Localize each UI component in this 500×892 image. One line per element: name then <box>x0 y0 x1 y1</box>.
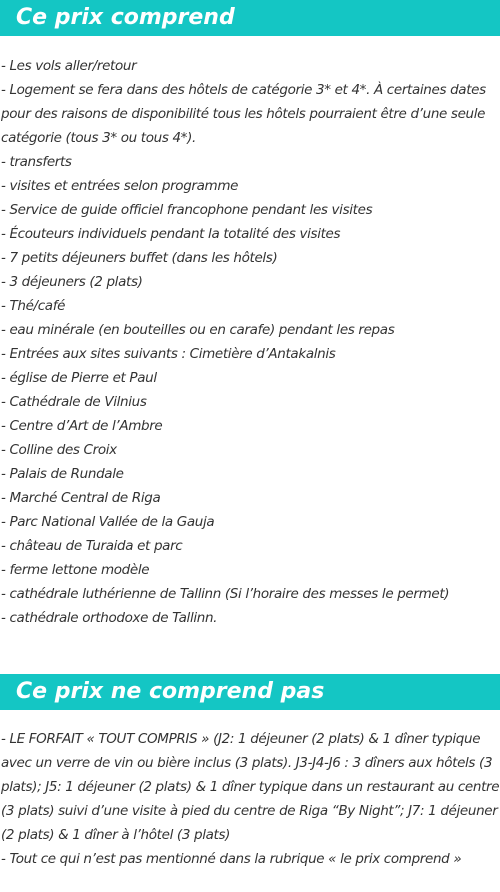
included-section-title: Ce prix comprend <box>0 0 500 36</box>
list-item: - Cathédrale de Vilnius <box>1 394 147 410</box>
included-list <box>0 54 500 630</box>
list-item: - Centre d’Art de l’Ambre <box>1 418 163 434</box>
list-item: - Entrées aux sites suivants : Cimetière d’Antakalnis <box>1 346 336 362</box>
excluded-section-title: Ce prix ne comprend pas <box>0 674 500 710</box>
excluded-list <box>0 727 500 871</box>
list-item: - cathédrale orthodoxe de Tallinn. <box>1 610 218 626</box>
list-item: - 7 petits déjeuners buffet (dans les hôtels) <box>1 250 278 266</box>
list-item: - ferme lettone modèle <box>1 562 150 578</box>
list-item: - cathédrale luthérienne de Tallinn (Si l’horaire des messes le permet) <box>1 586 450 602</box>
list-item: - Thé/café <box>1 298 66 314</box>
list-item: - Tout ce qui n’est pas mentionné dans la rubrique « le prix comprend » <box>1 851 462 867</box>
list-item: - église de Pierre et Paul <box>1 370 157 386</box>
list-item: - Parc National Vallée de la Gauja <box>1 514 215 530</box>
list-item: - 3 déjeuners (2 plats) <box>1 274 143 290</box>
list-item: - Palais de Rundale <box>1 466 124 482</box>
list-item: - Logement se fera dans des hôtels de catégorie 3* et 4*. À certaines dates pour des raisons de disponibilité tous les hôtels pourraient être d’une seule catégorie (tous 3* ou tous 4*). <box>1 82 486 146</box>
list-item: - Les vols aller/retour <box>1 58 137 74</box>
list-item: - Service de guide officiel francophone pendant les visites <box>1 202 373 218</box>
list-item: - transferts <box>1 154 72 170</box>
list-item: - Marché Central de Riga <box>1 490 161 506</box>
list-item: - château de Turaida et parc <box>1 538 183 554</box>
list-item: - visites et entrées selon programme <box>1 178 239 194</box>
list-item: - Écouteurs individuels pendant la totalité des visites <box>1 226 341 242</box>
list-item: - LE FORFAIT « TOUT COMPRIS » (J2: 1 déjeuner (2 plats) & 1 dîner typique avec un verre de vin ou bière inclus (3 plats). J3-J4-J6 : 3 dîners aux hôtels (3 plats); J5: 1 déjeuner (2 plats) & 1 dîner typique dans un restaurant au centre (3 plats) suivi d’une visite à pied du centre de Riga “By Night”; J7: 1 déjeuner (2 plats) & 1 dîner à l’hôtel (3 plats) <box>1 731 500 843</box>
list-item: - eau minérale (en bouteilles ou en carafe) pendant les repas <box>1 322 395 338</box>
excluded-section <box>0 674 500 871</box>
list-item: - Colline des Croix <box>1 442 117 458</box>
